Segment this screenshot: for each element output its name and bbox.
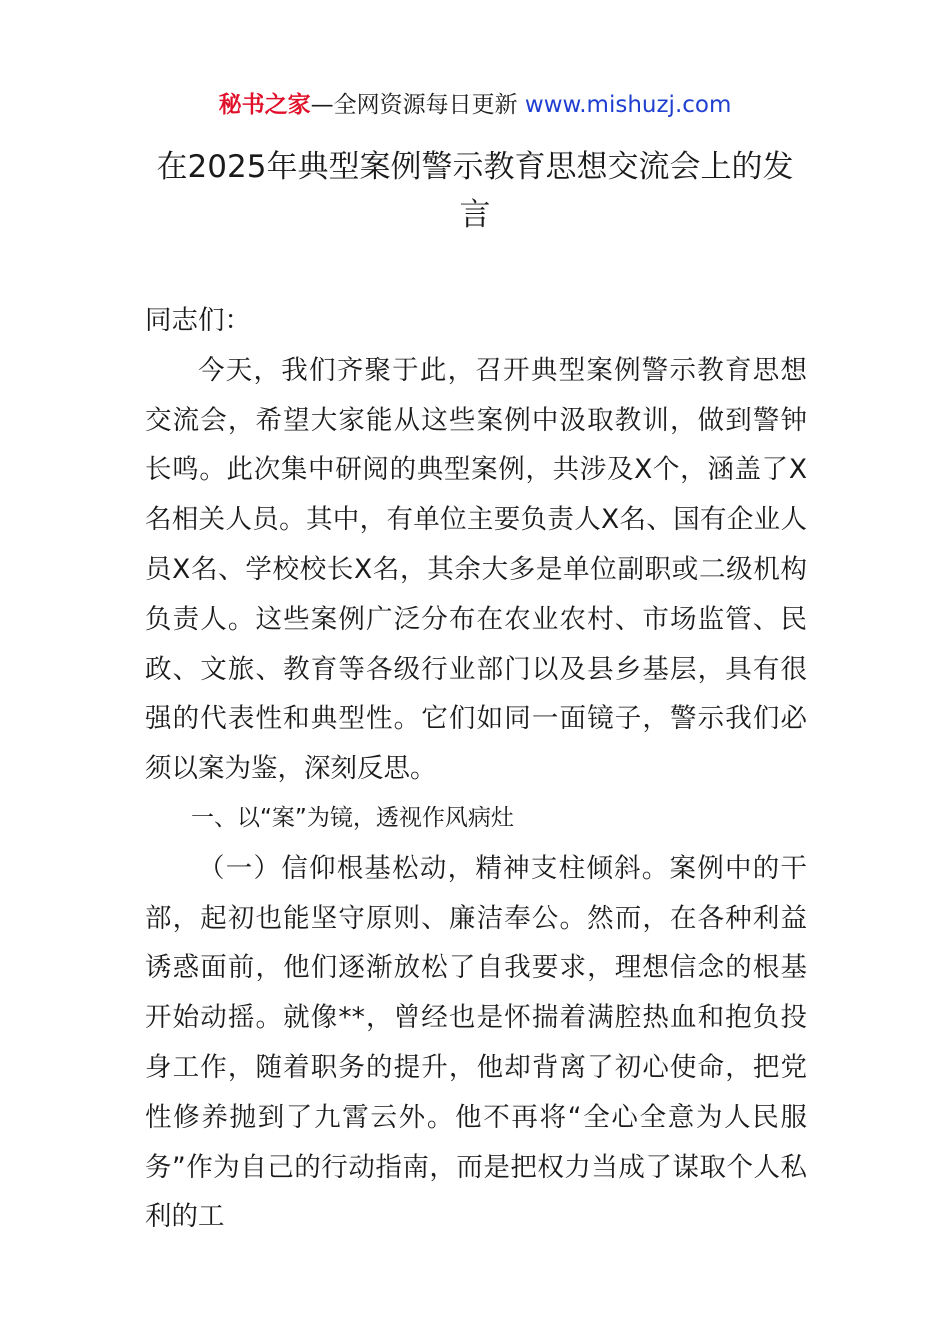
document-title: 在2025年典型案例警示教育思想交流会上的发言: [156, 149, 794, 233]
salutation: 同志们：: [145, 305, 251, 336]
header-tagline: —全网资源每日更新: [310, 92, 518, 118]
document-body: [145, 296, 807, 1242]
paragraph-intro: 今天，我们齐聚于此，召开典型案例警示教育思想交流会，希望大家能从这些案例中汲取教训，做到警钟长鸣。此次集中研阅的典型案例，共涉及X个，涵盖了X名相关人员。其中，有单位主要负责人X名、国有企业人员X名、学校校长X名，其余大多是单位副职或二级机构负责人。这些案例广泛分布在农业农村、市场监管、民政、文旅、教育等各级行业部门以及县乡基层，具有很强的代表性和典型性。它们如同一面镜子，警示我们必须以案为鉴，深刻反思。: [145, 354, 807, 785]
paragraph-section-1: （一）信仰根基松动，精神支柱倾斜。案例中的干部，起初也能坚守原则、廉洁奉公。然而，在各种利益诱惑面前，他们逐渐放松了自我要求，理想信念的根基开始动摇。就像**，曾经也是怀揣着满腔热血和抱负投身工作，随着职务的提升，他却背离了初心使命，把党性修养抛到了九霄云外。他不再将“全心全意为人民服务”作为自己的行动指南，而是把权力当成了谋取个人私利的工: [145, 852, 807, 1233]
site-header: [0, 88, 950, 122]
site-url-link[interactable]: www.mishuzj.com: [524, 92, 732, 118]
brand-name: 秘书之家: [218, 92, 311, 118]
section-heading: 一、以“案”为镜，透视作风病灶: [191, 804, 514, 831]
